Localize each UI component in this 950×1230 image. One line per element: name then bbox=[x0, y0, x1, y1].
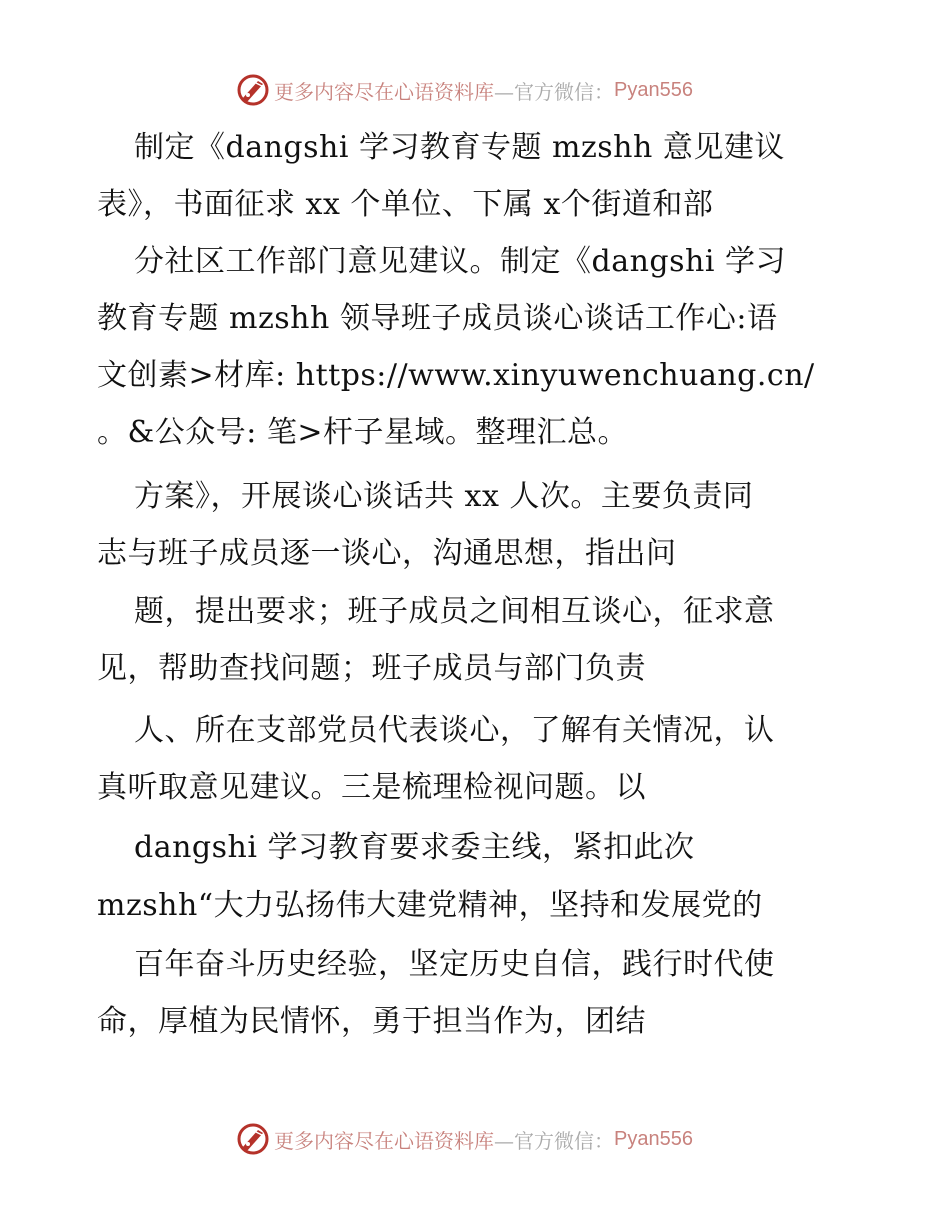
banner-wechat-label: —官方微信： bbox=[494, 1128, 614, 1153]
banner-library-text: 更多内容尽在心语资料库 bbox=[274, 1128, 494, 1153]
body-line: 志与班子成员逐一谈心，沟通思想，指出问 bbox=[97, 536, 677, 571]
body-line: 表》，书面征求 xx 个单位、下属 x个街道和部 bbox=[97, 187, 714, 222]
body-line: 制定《dangshi 学习教育专题 mzshh 意见建议 bbox=[134, 130, 785, 165]
banner-wechat-label: —官方微信： bbox=[494, 79, 614, 104]
body-line: 题，提出要求；班子成员之间相互谈心，征求意 bbox=[134, 594, 775, 629]
body-line: 见，帮助查找问题；班子成员与部门负责 bbox=[97, 651, 646, 686]
pen-logo-icon bbox=[236, 1122, 270, 1156]
banner-wechat-id: Pyan556 bbox=[614, 78, 693, 101]
body-line: 。&公众号: 笔>杆子星域。整理汇总。 bbox=[97, 415, 628, 450]
body-line: 文创素>材库: https://www.xinyuwenchuang.cn/ bbox=[97, 358, 815, 393]
body-line: 命，厚植为民情怀，勇于担当作为，团结 bbox=[97, 1004, 646, 1039]
body-line: 百年奋斗历史经验，坚定历史自信，践行时代使 bbox=[134, 947, 775, 982]
body-line: dangshi 学习教育要求委主线，紧扣此次 bbox=[134, 830, 695, 865]
body-line: 真听取意见建议。三是梳理检视问题。以 bbox=[97, 770, 646, 805]
header-banner bbox=[236, 73, 693, 107]
body-line: mzshh“大力弘扬伟大建党精神，坚持和发展党的 bbox=[97, 888, 763, 923]
body-line: 分社区工作部门意见建议。制定《dangshi 学习 bbox=[134, 244, 786, 279]
banner-library-text: 更多内容尽在心语资料库 bbox=[274, 79, 494, 104]
body-line: 方案》，开展谈心谈话共 xx 人次。主要负责同 bbox=[134, 479, 754, 514]
body-line: 人、所在支部党员代表谈心，了解有关情况，认 bbox=[134, 713, 775, 748]
pen-logo-icon bbox=[236, 73, 270, 107]
banner-wechat-id: Pyan556 bbox=[614, 1127, 693, 1150]
body-line: 教育专题 mzshh 领导班子成员谈心谈话工作心:语 bbox=[97, 301, 778, 336]
footer-banner bbox=[236, 1122, 693, 1156]
